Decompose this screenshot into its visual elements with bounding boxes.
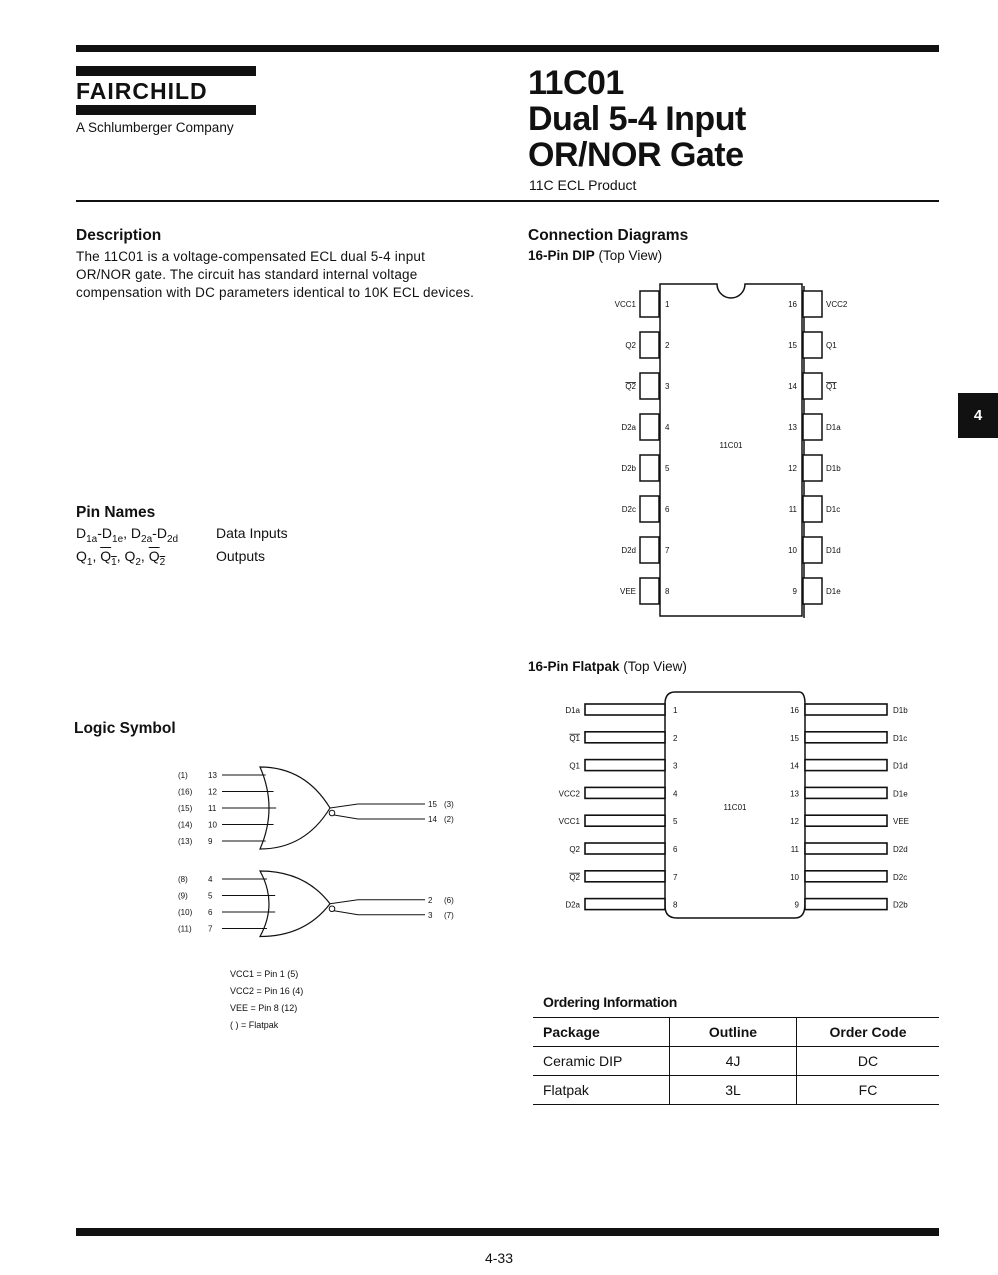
pin-number: 2 xyxy=(673,733,678,743)
pin-name: Q2 xyxy=(625,341,636,350)
flatpak-diagram xyxy=(555,688,925,928)
pin-number: 2 xyxy=(665,341,670,350)
header-divider xyxy=(76,200,939,202)
input-flatpak-pin: (11) xyxy=(178,924,192,934)
section-tab: 4 xyxy=(958,393,998,438)
output-flatpak-pin: (3) xyxy=(444,800,454,809)
pin-number: 6 xyxy=(665,505,670,514)
pin-name: D2a xyxy=(621,423,636,432)
pin-name: Q1 xyxy=(826,382,837,391)
input-flatpak-pin: (10) xyxy=(178,908,193,917)
pin-number: 15 xyxy=(788,341,797,350)
dip-label-rest: (Top View) xyxy=(598,248,663,263)
flatpak-right-lead xyxy=(805,843,887,854)
gate-body xyxy=(260,871,330,937)
input-dip-pin: 11 xyxy=(208,804,217,813)
power-note: ( ) = Flatpak xyxy=(230,1020,279,1030)
input-dip-pin: 5 xyxy=(208,891,213,901)
input-dip-pin: 10 xyxy=(208,820,217,830)
pin-name: Q1 xyxy=(569,733,580,743)
flatpak-label xyxy=(528,659,687,674)
table-row xyxy=(533,1047,939,1076)
cell-order-code: DC xyxy=(797,1047,940,1076)
dip-right-pin xyxy=(803,537,822,563)
or-nor-gate-1 xyxy=(178,767,454,849)
pin-name: D1c xyxy=(893,733,908,743)
description-text: The 11C01 is a voltage-compensated ECL dual 5-4 input OR/NOR gate. The circuit has standard internal voltage compensation with DC parameters identical to 10K ECL devices. xyxy=(76,249,475,301)
pin-number: 10 xyxy=(788,546,797,555)
page-number: 4-33 xyxy=(484,1250,514,1266)
inversion-bubble xyxy=(329,810,335,816)
pin-number: 11 xyxy=(788,505,797,514)
pin-name: D2d xyxy=(893,845,908,854)
pin-number: 3 xyxy=(665,382,670,391)
pin-number: 16 xyxy=(788,300,797,309)
logic-symbol-heading: Logic Symbol xyxy=(74,720,176,737)
power-note: VCC1 = Pin 1 (5) xyxy=(230,969,299,979)
pin-name: D1b xyxy=(893,706,908,715)
pin-name: D1b xyxy=(826,464,841,473)
pin-number: 11 xyxy=(790,845,799,854)
dip-right-pin xyxy=(803,578,822,604)
chip-label: 11C01 xyxy=(723,803,747,812)
or-output-line xyxy=(330,804,358,808)
pin-name: Q2 xyxy=(569,845,580,854)
pin-name: VCC1 xyxy=(558,817,580,827)
cell-order-code: FC xyxy=(797,1076,940,1105)
input-dip-pin: 9 xyxy=(208,837,213,846)
product-family: 11C ECL Product xyxy=(529,177,637,193)
pin-number: 9 xyxy=(794,900,799,910)
flatpak-right-lead xyxy=(805,815,887,826)
dip-left-pin xyxy=(640,373,659,399)
dip-left-pin xyxy=(640,455,659,481)
flatpak-right-lead xyxy=(805,787,887,798)
pin-names-heading: Pin Names xyxy=(76,504,156,521)
input-flatpak-pin: (8) xyxy=(178,875,188,884)
pin-names-row-inputs xyxy=(76,525,178,545)
output-dip-pin: 2 xyxy=(428,895,433,905)
input-flatpak-pin: (14) xyxy=(178,820,193,830)
pin-number: 4 xyxy=(665,423,670,432)
pin-list-outputs: $Q_1$, $Q_1$, $Q_2$, $Q_2$ xyxy=(76,548,166,568)
dip-left-pin xyxy=(640,578,659,604)
pin-name: D1e xyxy=(826,587,841,596)
dip-diagram xyxy=(590,276,890,626)
pin-number: 6 xyxy=(673,845,678,854)
pin-name: Q1 xyxy=(569,761,580,771)
pin-number: 15 xyxy=(790,733,799,743)
cell-outline: 4J xyxy=(670,1047,797,1076)
flatpak-right-lead xyxy=(805,704,887,715)
dip-right-pin xyxy=(803,455,822,481)
input-flatpak-pin: (9) xyxy=(178,891,188,901)
input-flatpak-pin: (1) xyxy=(178,771,188,780)
pin-name: D1e xyxy=(893,789,908,799)
description-heading: Description xyxy=(76,227,162,244)
title-line-2: Dual 5-4 Input xyxy=(528,100,746,138)
brand-bar-top xyxy=(76,66,256,76)
input-flatpak-pin: (16) xyxy=(178,787,193,797)
brand-bar-bottom xyxy=(76,105,256,115)
dip-label-bold: 16-Pin DIP xyxy=(528,248,595,263)
pin-number: 7 xyxy=(673,872,678,882)
pin-name: Q2 xyxy=(625,382,636,391)
flatpak-left-lead xyxy=(585,787,665,798)
pin-number: 16 xyxy=(790,706,799,715)
col-order-code: Order Code xyxy=(797,1018,940,1047)
pin-desc-inputs: Data Inputs xyxy=(216,525,288,541)
dip-body-outline xyxy=(660,284,802,616)
title-line-3: OR/NOR Gate xyxy=(528,136,744,174)
pin-number: 3 xyxy=(673,761,678,771)
flatpak-label-rest: (Top View) xyxy=(623,659,687,674)
flatpak-label-bold: 16-Pin Flatpak xyxy=(528,659,620,674)
pin-number: 12 xyxy=(790,817,799,827)
logic-symbol-diagram xyxy=(170,755,454,1045)
pin-name: D1a xyxy=(565,706,580,715)
input-dip-pin: 7 xyxy=(208,924,213,934)
flatpak-left-lead xyxy=(585,704,665,715)
dip-right-pin xyxy=(803,496,822,522)
col-outline: Outline xyxy=(670,1018,797,1047)
nor-output-line xyxy=(334,911,358,915)
bottom-rule xyxy=(76,1228,939,1236)
pin-names-row-outputs xyxy=(76,548,165,568)
chip-label: 11C01 xyxy=(719,441,743,450)
flatpak-package xyxy=(559,692,909,918)
pin-desc-outputs: Outputs xyxy=(216,548,266,564)
power-pin-notes xyxy=(230,969,303,1030)
pin-name: VEE xyxy=(619,587,636,596)
pin-name: VCC2 xyxy=(826,300,848,309)
flatpak-left-lead xyxy=(585,815,665,826)
pin-name: D1d xyxy=(893,761,908,771)
cell-package: Flatpak xyxy=(533,1076,670,1105)
cell-package: Ceramic DIP xyxy=(533,1047,670,1076)
input-dip-pin: 4 xyxy=(208,875,213,884)
flatpak-left-lead xyxy=(585,843,665,854)
pin-name: D2c xyxy=(621,505,636,514)
ordering-title: Ordering Information xyxy=(543,994,678,1010)
dip-left-pin xyxy=(640,496,659,522)
col-package: Package xyxy=(533,1018,670,1047)
dip-right-pin xyxy=(803,373,822,399)
title-part-number: 11C01 xyxy=(528,64,624,102)
input-dip-pin: 6 xyxy=(208,908,213,917)
pin-number: 4 xyxy=(673,789,678,799)
table-row xyxy=(533,1076,939,1105)
dip-package xyxy=(615,284,848,618)
pin-name: D1c xyxy=(826,505,841,514)
ordering-header-row xyxy=(533,1018,939,1047)
connection-heading: Connection Diagrams xyxy=(528,227,689,244)
output-flatpak-pin: (7) xyxy=(444,910,454,920)
cell-outline: 3L xyxy=(670,1076,797,1105)
pin-name: VCC2 xyxy=(558,789,580,799)
nor-output-line xyxy=(334,815,358,819)
pin-number: 13 xyxy=(788,423,797,432)
input-flatpak-pin: (13) xyxy=(178,837,193,846)
top-rule xyxy=(76,45,939,52)
inversion-bubble xyxy=(329,906,335,912)
dip-left-pin xyxy=(640,291,659,317)
brand-subtitle: A Schlumberger Company xyxy=(76,120,234,135)
dip-label xyxy=(528,248,662,263)
flatpak-right-lead xyxy=(805,871,887,882)
dip-left-pin xyxy=(640,537,659,563)
pin-number: 9 xyxy=(792,587,797,596)
input-flatpak-pin: (15) xyxy=(178,804,193,813)
pin-name: D1a xyxy=(826,423,841,432)
pin-number: 14 xyxy=(790,761,799,771)
pin-name: Q2 xyxy=(569,872,580,882)
pin-number: 8 xyxy=(673,900,678,910)
or-nor-gate-2 xyxy=(178,871,454,937)
flatpak-left-lead xyxy=(585,899,665,910)
input-dip-pin: 12 xyxy=(208,787,217,797)
output-flatpak-pin: (2) xyxy=(444,815,454,824)
pin-number: 14 xyxy=(788,382,797,391)
pin-number: 1 xyxy=(673,706,678,715)
ordering-table xyxy=(533,1017,939,1105)
pin-number: 7 xyxy=(665,546,670,555)
pin-name: D2b xyxy=(621,464,636,473)
pin-name: D2a xyxy=(565,900,580,910)
flatpak-left-lead xyxy=(585,760,665,771)
pin-name: VEE xyxy=(893,817,910,827)
flatpak-right-lead xyxy=(805,899,887,910)
pin-name: VCC1 xyxy=(614,300,636,309)
pin-number: 12 xyxy=(788,464,797,473)
power-note: VEE = Pin 8 (12) xyxy=(230,1003,298,1013)
brand-logo: FAIRCHILD xyxy=(76,78,208,104)
pin-number: 13 xyxy=(790,789,799,799)
pin-name: D1d xyxy=(826,546,841,555)
output-dip-pin: 3 xyxy=(428,910,433,920)
flatpak-left-lead xyxy=(585,871,665,882)
dip-right-pin xyxy=(803,291,822,317)
output-flatpak-pin: (6) xyxy=(444,895,454,905)
pin-list-inputs: $D_{1a}-D_{1e}$, $D_{2a}-D_{2d}$ xyxy=(76,525,179,545)
input-dip-pin: 13 xyxy=(208,771,217,780)
dip-left-pin xyxy=(640,414,659,440)
pin-number: 5 xyxy=(673,817,678,827)
flatpak-right-lead xyxy=(805,760,887,771)
pin-number: 5 xyxy=(665,464,670,473)
pin-name: D2c xyxy=(893,872,908,882)
dip-right-pin xyxy=(803,332,822,358)
pin-name: D2d xyxy=(621,546,636,555)
or-output-line xyxy=(330,900,358,904)
dip-right-pin xyxy=(803,414,822,440)
pin-number: 10 xyxy=(790,872,799,882)
pin-number: 8 xyxy=(665,587,670,596)
power-note: VCC2 = Pin 16 (4) xyxy=(230,986,304,996)
dip-left-pin xyxy=(640,332,659,358)
output-dip-pin: 14 xyxy=(428,815,437,824)
flatpak-right-lead xyxy=(805,732,887,743)
flatpak-left-lead xyxy=(585,732,665,743)
pin-name: Q1 xyxy=(826,341,837,350)
output-dip-pin: 15 xyxy=(428,800,437,809)
pin-number: 1 xyxy=(665,300,670,309)
pin-name: D2b xyxy=(893,900,908,910)
